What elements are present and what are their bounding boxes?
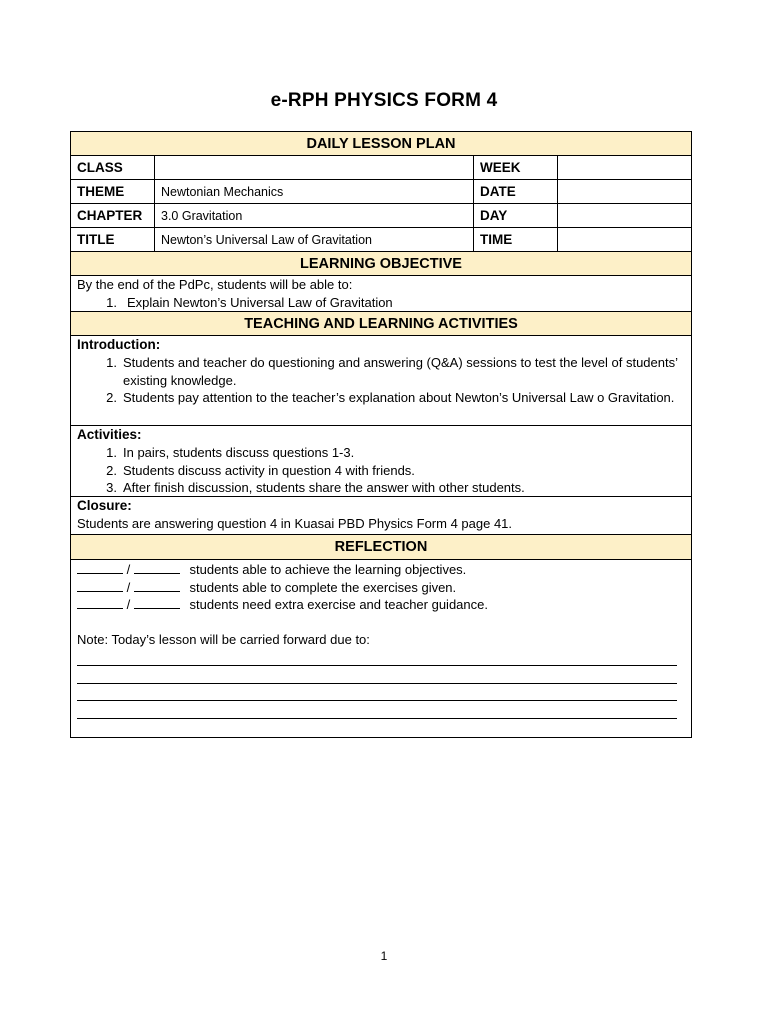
introduction-list [77, 354, 685, 407]
note-line[interactable] [77, 666, 677, 684]
reflection-header: REFLECTION [71, 535, 691, 560]
closure-text: Students are answering question 4 in Kuasai PBD Physics Form 4 page 41. [77, 516, 513, 531]
title-label: TITLE [71, 228, 155, 251]
info-row-title [71, 228, 691, 252]
blank-total[interactable] [134, 597, 180, 609]
list-item: 2. Students discuss activity in question 4 with friends. [106, 462, 415, 478]
activities-label: Activities: [77, 427, 142, 442]
blank-total[interactable] [134, 562, 180, 574]
introduction-section [71, 336, 691, 426]
class-value[interactable] [155, 156, 474, 179]
list-item: 1. In pairs, students discuss questions 1-3. [106, 445, 355, 460]
chapter-label: CHAPTER [71, 204, 155, 227]
info-row-class [71, 156, 691, 180]
reflection-row: / students able to complete the exercises given. [77, 579, 685, 597]
closure-label: Closure: [77, 498, 132, 513]
list-item: 2. Students pay attention to the teacher’s explanation about Newton’s Universal Law o Gravitation. [106, 390, 675, 405]
note-line[interactable] [77, 701, 677, 719]
note-line[interactable] [77, 649, 677, 667]
theme-label: THEME [71, 180, 155, 203]
list-item: 1. Explain Newton’s Universal Law of Gravitation [106, 295, 393, 310]
theme-value[interactable]: Newtonian Mechanics [155, 180, 474, 203]
week-value[interactable] [558, 156, 691, 179]
day-label: DAY [474, 204, 558, 227]
closure-section [71, 497, 691, 535]
list-item: 3. After finish discussion, students share the answer with other students. [106, 480, 525, 495]
blank-count[interactable] [77, 580, 123, 592]
activities-list [77, 444, 685, 497]
blank-count[interactable] [77, 597, 123, 609]
lesson-plan-table [70, 131, 692, 738]
date-label: DATE [474, 180, 558, 203]
reflection-note: Note: Today’s lesson will be carried forward due to: [77, 632, 370, 647]
time-label: TIME [474, 228, 558, 251]
plan-header: DAILY LESSON PLAN [71, 132, 691, 156]
activities-section [71, 426, 691, 497]
reflection-section [71, 560, 691, 737]
day-value[interactable] [558, 204, 691, 227]
note-line[interactable] [77, 684, 677, 702]
info-row-theme [71, 180, 691, 204]
time-value[interactable] [558, 228, 691, 251]
info-row-chapter [71, 204, 691, 228]
blank-total[interactable] [134, 580, 180, 592]
activities-header: TEACHING AND LEARNING ACTIVITIES [71, 312, 691, 336]
date-value[interactable] [558, 180, 691, 203]
reflection-row: / students need extra exercise and teacher guidance. [77, 596, 685, 614]
introduction-label: Introduction: [77, 337, 161, 352]
blank-count[interactable] [77, 562, 123, 574]
document-title: e-RPH PHYSICS FORM 4 [270, 90, 498, 111]
objective-intro: By the end of the PdPc, students will be able to: [77, 277, 353, 292]
page-number: 1 [380, 949, 388, 963]
objective-section [71, 276, 691, 312]
title-value[interactable]: Newton’s Universal Law of Gravitation [155, 228, 474, 251]
class-label: CLASS [71, 156, 155, 179]
objective-header: LEARNING OBJECTIVE [71, 252, 691, 276]
chapter-value[interactable]: 3.0 Gravitation [155, 204, 474, 227]
list-item: 1. Students and teacher do questioning and answering (Q&A) sessions to test the level of students’ existing knowledge. [106, 355, 678, 388]
objective-list [77, 294, 685, 312]
reflection-row: / students able to achieve the learning objectives. [77, 561, 685, 579]
week-label: WEEK [474, 156, 558, 179]
